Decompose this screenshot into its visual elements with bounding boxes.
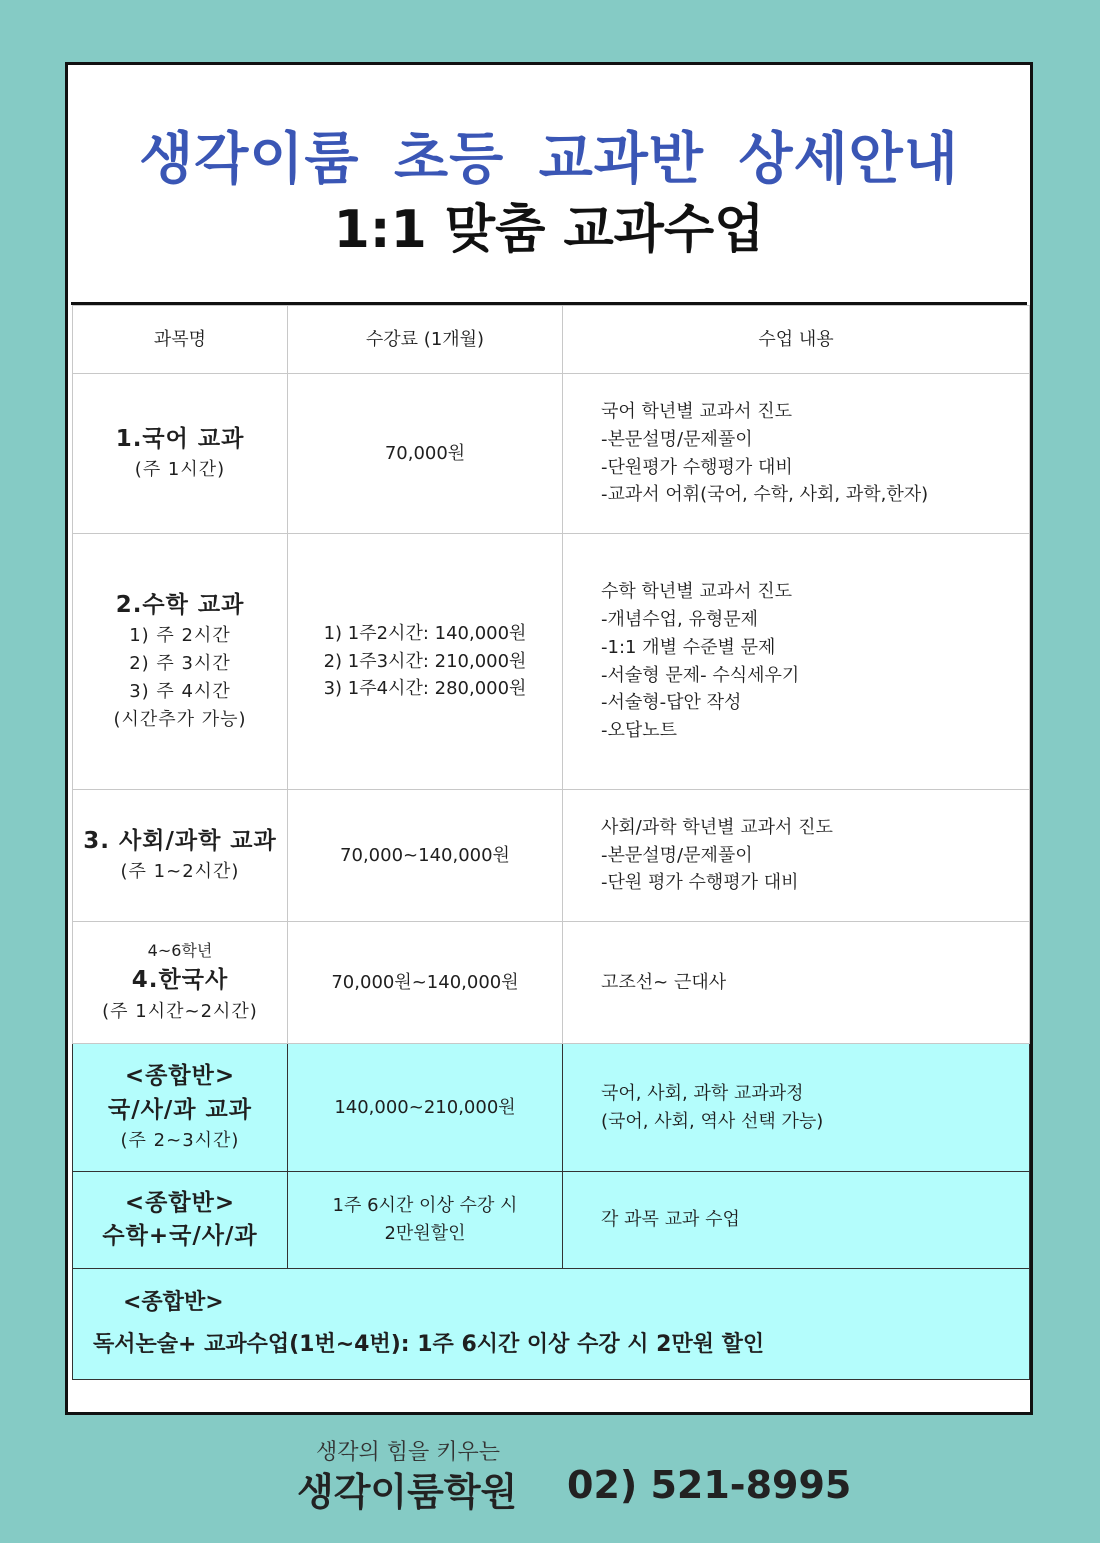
- content-line: -단원평가 수행평가 대비: [601, 456, 793, 478]
- column-header: 수업 내용: [563, 306, 1030, 374]
- academy-name: 생각이룸학원: [297, 1470, 518, 1514]
- content-line: 국어, 사회, 과학 교과과정: [601, 1082, 804, 1104]
- page-subtitle: 1:1 맞춤 교과수업: [333, 200, 765, 260]
- column-header: 과목명: [73, 306, 288, 374]
- subject-hours: (주 1~2시간): [120, 861, 240, 883]
- content-line: 국어 학년별 교과서 진도: [601, 400, 793, 422]
- fee-cell: [288, 790, 563, 922]
- grade-label: 4~6학년: [147, 941, 213, 961]
- phone-number: 02) 521-8995: [567, 1463, 852, 1507]
- subject-hours: 1) 주 2시간: [129, 625, 231, 647]
- content-line: -교과서 어휘(국어, 수학, 사회, 과학,한자): [601, 484, 929, 506]
- fee-value: 2만원할인: [384, 1223, 466, 1244]
- subject-name: 1.국어 교과: [115, 425, 245, 452]
- subject-name: 4.한국사: [131, 967, 229, 994]
- fee-value: 70,000원: [384, 442, 466, 464]
- content-line: 수학 학년별 교과서 진도: [601, 580, 793, 602]
- content-line: -1:1 개별 수준별 문제: [601, 636, 776, 658]
- fee-cell: [288, 1172, 563, 1269]
- content-line: 고조선~ 근대사: [601, 971, 727, 993]
- subject-name: 국/사/과 교과: [108, 1096, 252, 1123]
- content-cell: [563, 922, 1030, 1044]
- fee-value: 1주 6시간 이상 수강 시: [332, 1195, 518, 1217]
- content-line: -단원 평가 수행평가 대비: [601, 872, 799, 894]
- table-row: [73, 790, 1030, 922]
- subject-hours: (주 1시간~2시간): [102, 1000, 258, 1022]
- fee-cell: [288, 374, 563, 534]
- subject-name: <종합반>: [124, 1189, 236, 1216]
- subject-cell: [73, 790, 288, 922]
- fee-cell: [288, 1044, 563, 1172]
- fee-table: [72, 305, 1030, 1380]
- note-row: [73, 1269, 1030, 1380]
- note-cell: [73, 1269, 1030, 1380]
- subject-hours: 2) 주 3시간: [129, 653, 231, 675]
- content-cell: [563, 1172, 1030, 1269]
- page-title: 생각이룸 초등 교과반 상세안내: [139, 127, 959, 192]
- subject-name: 3. 사회/과학 교과: [83, 827, 277, 854]
- subject-cell: [73, 1044, 288, 1172]
- table-row: [73, 374, 1030, 534]
- subject-hours: (주 1시간): [134, 459, 226, 481]
- subject-hours: (주 2~3시간): [120, 1129, 240, 1151]
- subject-cell: [73, 922, 288, 1044]
- subject-hours: (시간추가 가능): [113, 709, 247, 731]
- content-cell: [563, 1044, 1030, 1172]
- note-heading: <종합반>: [123, 1289, 224, 1315]
- table-row: [73, 534, 1030, 790]
- fee-value: 140,000~210,000원: [334, 1096, 516, 1118]
- table-header-row: [73, 306, 1030, 374]
- fee-value: 70,000~140,000원: [340, 844, 510, 866]
- fee-value: 70,000원~140,000원: [331, 971, 519, 993]
- table-row: [73, 1044, 1030, 1172]
- content-line: 각 과목 교과 수업: [601, 1209, 740, 1231]
- content-line: -본문설명/문제풀이: [601, 428, 753, 450]
- subject-name: 2.수학 교과: [115, 592, 245, 619]
- content-line: -서술형-답안 작성: [601, 692, 742, 714]
- content-line: 사회/과학 학년별 교과서 진도: [601, 816, 833, 838]
- subject-name: <종합반>: [124, 1063, 236, 1090]
- note-text: 독서논술+ 교과수업(1번~4번): 1주 6시간 이상 수강 시 2만원 할인: [93, 1332, 765, 1357]
- subject-name: 수학+국/사/과: [102, 1223, 258, 1249]
- table-row: [73, 922, 1030, 1044]
- content-cell: [563, 534, 1030, 790]
- info-card: [65, 62, 1033, 1415]
- content-line: (국어, 사회, 역사 선택 가능): [601, 1110, 824, 1132]
- content-line: -본문설명/문제풀이: [601, 844, 753, 866]
- content-cell: [563, 374, 1030, 534]
- content-line: -서술형 문제- 수식세우기: [601, 664, 800, 686]
- fee-cell: [288, 534, 563, 790]
- footer-tagline: 생각의 힘을 키우는: [316, 1440, 501, 1465]
- content-line: -개념수업, 유형문제: [601, 608, 759, 630]
- fee-value: 3) 1주4시간: 280,000원: [323, 678, 527, 700]
- table-row: [73, 1172, 1030, 1269]
- fee-value: 2) 1주3시간: 210,000원: [323, 650, 527, 672]
- subject-cell: [73, 1172, 288, 1269]
- subject-cell: [73, 374, 288, 534]
- content-line: -오답노트: [601, 720, 678, 742]
- subject-cell: [73, 534, 288, 790]
- fee-cell: [288, 922, 563, 1044]
- fee-value: 1) 1주2시간: 140,000원: [323, 622, 527, 644]
- subject-hours: 3) 주 4시간: [129, 681, 231, 703]
- column-header: 수강료 (1개월): [288, 306, 563, 374]
- content-cell: [563, 790, 1030, 922]
